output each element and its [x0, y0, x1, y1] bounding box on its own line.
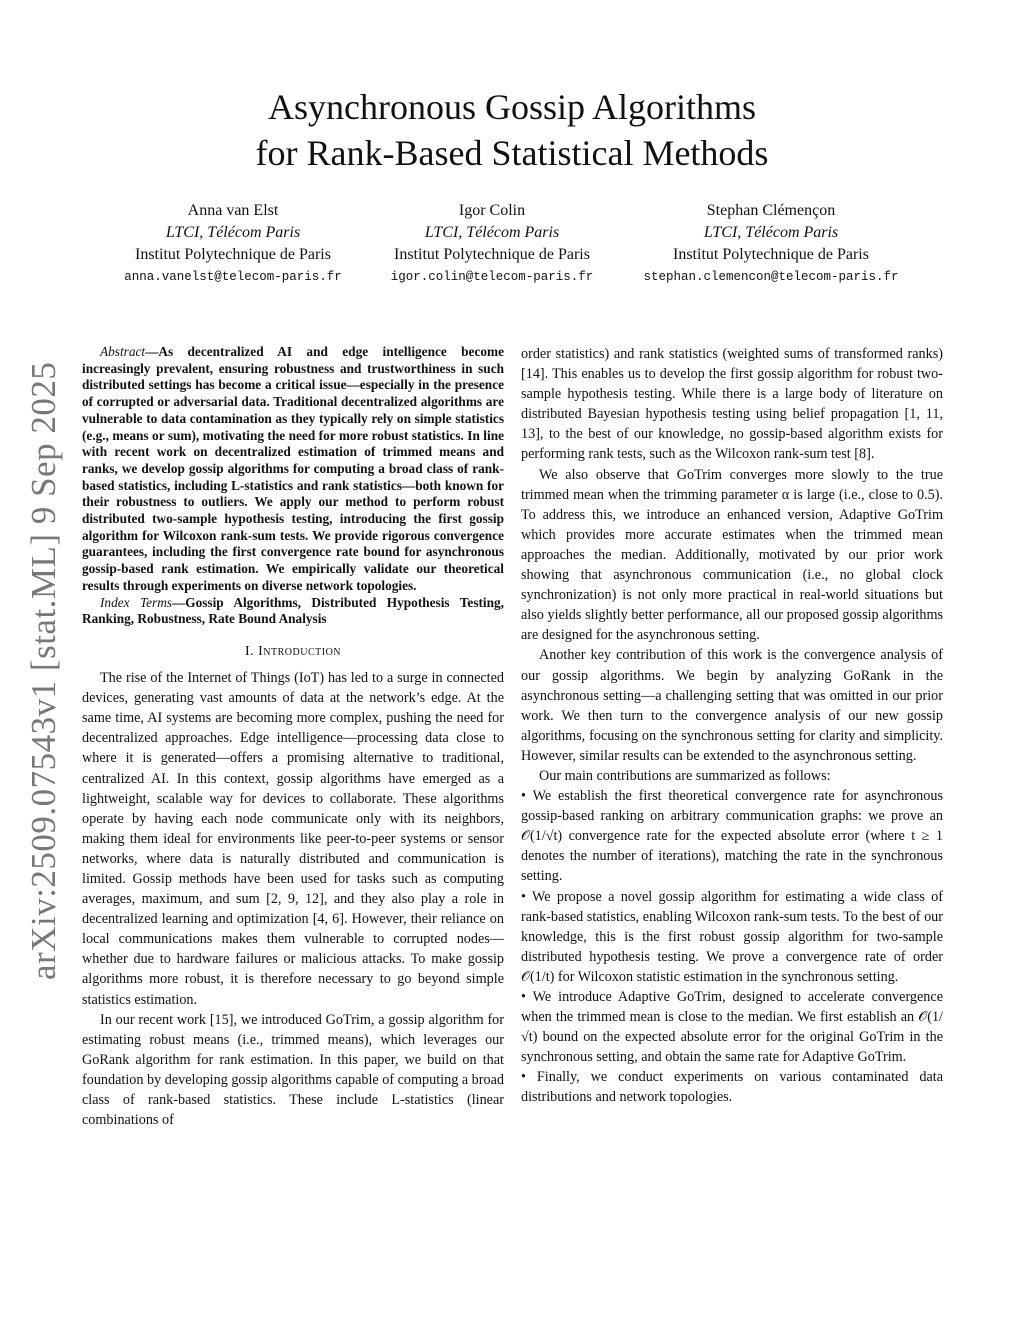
author-affiliation: LTCI, Télécom Paris — [165, 224, 301, 241]
author-affiliation: LTCI, Télécom Paris — [424, 224, 560, 241]
author-name: Anna van Elst — [187, 202, 279, 219]
author-institution: Institut Polytechnique de Paris — [135, 246, 331, 263]
left-column — [82, 344, 504, 1130]
author-block-2 — [372, 200, 612, 288]
right-column — [521, 344, 943, 1108]
section-title: Introduction — [258, 643, 342, 659]
contribution-item: • We establish the first theoretical convergence rate for asynchronous gossip-based ranking on arbitrary communication graphs: we prove an 𝒪(1/√t) convergence rate for the expected absolute error (where t ≥ 1 denotes the number of iterations), matching the rate in the synchronous setting. — [521, 788, 943, 885]
title-line-1: Asynchronous Gossip Algorithms — [267, 87, 757, 127]
abstract-lead: Abstract — [100, 344, 146, 359]
author-name: Igor Colin — [458, 202, 526, 219]
author-email: anna.vanelst@telecom-paris.fr — [124, 270, 342, 284]
paper-title — [0, 84, 1024, 176]
author-institution: Institut Polytechnique de Paris — [394, 246, 590, 263]
contribution-item: • Finally, we conduct experiments on various contaminated data distributions and network topologies. — [521, 1069, 943, 1106]
paragraph: order statistics) and rank statistics (weighted sums of transformed ranks) [14]. This enables us to develop the first gossip algorithm for robust two-sample hypothesis testing. While there is a large body of literature on distributed Bayesian hypothesis testing using belief propagation [1, 11, 13], to the best of our knowledge, no gossip-based algorithm exists for performing rank tests, such as the Wilcoxon rank-sum test [8]. — [521, 346, 943, 463]
paragraph: We also observe that GoTrim converges more slowly to the true trimmed mean when the trimming parameter α is large (i.e., close to 0.5). To address this, we introduce an enhanced version, Adaptive GoTrim which provides more accurate estimates when the trimmed mean approaches the median. Additionally, motivated by our prior work showing that asynchronous communication (i.e., no global clock synchronization) is not only more practical in real-world situations but also yields slightly better performance, all our proposed gossip algorithms are designed for the asynchronous setting. — [521, 466, 943, 644]
paragraph: Our main contributions are summarized as follows: — [539, 767, 831, 784]
paragraph: Another key contribution of this work is the convergence analysis of our gossip algorithms. We begin by analyzing GoRank in the asynchronous setting—a challenging setting that was omitted in our prior work. We then turn to the convergence analysis of our new gossip algorithms, focusing on the synchronous setting for clarity and simplicity. However, similar results can be extended to the asynchronous setting. — [521, 647, 943, 764]
paragraph: The rise of the Internet of Things (IoT) has led to a surge in connected devices, generating vast amounts of data at the network’s edge. At the same time, AI systems are becoming more complex, pushing the need for decentralized approaches. Edge intelligence—processing data close to where it is generated—offers a promising alternative to traditional, centralized AI. In this context, gossip algorithms have emerged as a lightweight, scalable way for devices to collaborate. These algorithms operate by having each node communicate only with its neighbors, making them ideal for environments like peer-to-peer systems or sensor networks, where data is naturally distributed and communication is limited. Gossip methods have been used for tasks such as computing averages, maximum, and sum [2, 9, 12], and they also play a role in decentralized learning and optimization [4, 6]. However, their reliance on local communications makes them vulnerable to corrupted nodes—whether due to hardware failures or malicious attacks. To make gossip algorithms more robust, it is therefore necessary to go beyond simple statistics estimation. — [82, 670, 504, 1008]
author-block-1 — [108, 200, 358, 288]
contribution-item: • We introduce Adaptive GoTrim, designed to accelerate convergence when the trimmed mean is close to the median. We first establish an 𝒪(1/√t) bound on the expected absolute error for the original GoTrim in the synchronous setting, and obtain the same rate for Adaptive GoTrim. — [521, 989, 943, 1066]
section-heading-introduction — [82, 642, 504, 662]
author-block-3 — [628, 200, 914, 288]
contribution-item: • We propose a novel gossip algorithm for estimating a wide class of rank-based statistics, enabling Wilcoxon rank-sum tests. To the best of our knowledge, this is the first robust gossip algorithm for two-sample distributed hypothesis testing. We prove a convergence rate of order 𝒪(1/t) for Wilcoxon statistic estimation in the synchronous setting. — [521, 888, 943, 985]
index-terms — [82, 595, 504, 628]
author-email: igor.colin@telecom-paris.fr — [390, 270, 594, 284]
author-affiliation: LTCI, Télécom Paris — [703, 224, 839, 241]
index-terms-lead: Index Terms — [100, 594, 172, 610]
index-terms-text: —Gossip Algorithms, Distributed Hypothesis Testing, Ranking, Robustness, Rate Bound Analysis — [82, 594, 504, 627]
author-name: Stephan Clémençon — [706, 202, 836, 219]
section-number: I. — [244, 643, 255, 659]
title-line-2: for Rank-Based Statistical Methods — [255, 133, 769, 173]
author-institution: Institut Polytechnique de Paris — [673, 246, 869, 263]
author-email: stephan.clemencon@telecom-paris.fr — [643, 270, 899, 284]
arxiv-identifier: arXiv:2509.07543v1 [stat.ML] 9 Sep 2025 — [24, 361, 63, 980]
abstract — [82, 344, 504, 595]
paragraph: In our recent work [15], we introduced GoTrim, a gossip algorithm for estimating robust means (i.e., trimmed means), which leverages our GoRank algorithm for rank estimation. In this paper, we build on that foundation by developing gossip algorithms capable of computing a broad class of rank-based statistics. These include L-statistics (linear combinations of — [82, 1011, 504, 1129]
abstract-text: —As decentralized AI and edge intelligence become increasingly prevalent, ensuring robustness and trustworthiness in such distributed settings has become a critical issue—especially in the presence of corrupted or adversarial data. Traditional decentralized algorithms are vulnerable to data contamination as they typically rely on simple statistics (e.g., means or sum), motivating the need for more robust statistics. In line with recent work on decentralized estimation of trimmed means and ranks, we develop gossip algorithms for computing a broad class of rank-based statistics, including L-statistics and rank statistics—both known for their robustness to outliers. We apply our method to perform robust distributed two-sample hypothesis testing, introducing the first gossip algorithm for Wilcoxon rank-sum tests. We provide rigorous convergence guarantees, including the first convergence rate bound for asynchronous gossip-based rank estimation. We empirically validate our theoretical results through experiments on diverse network topologies. — [82, 344, 504, 593]
